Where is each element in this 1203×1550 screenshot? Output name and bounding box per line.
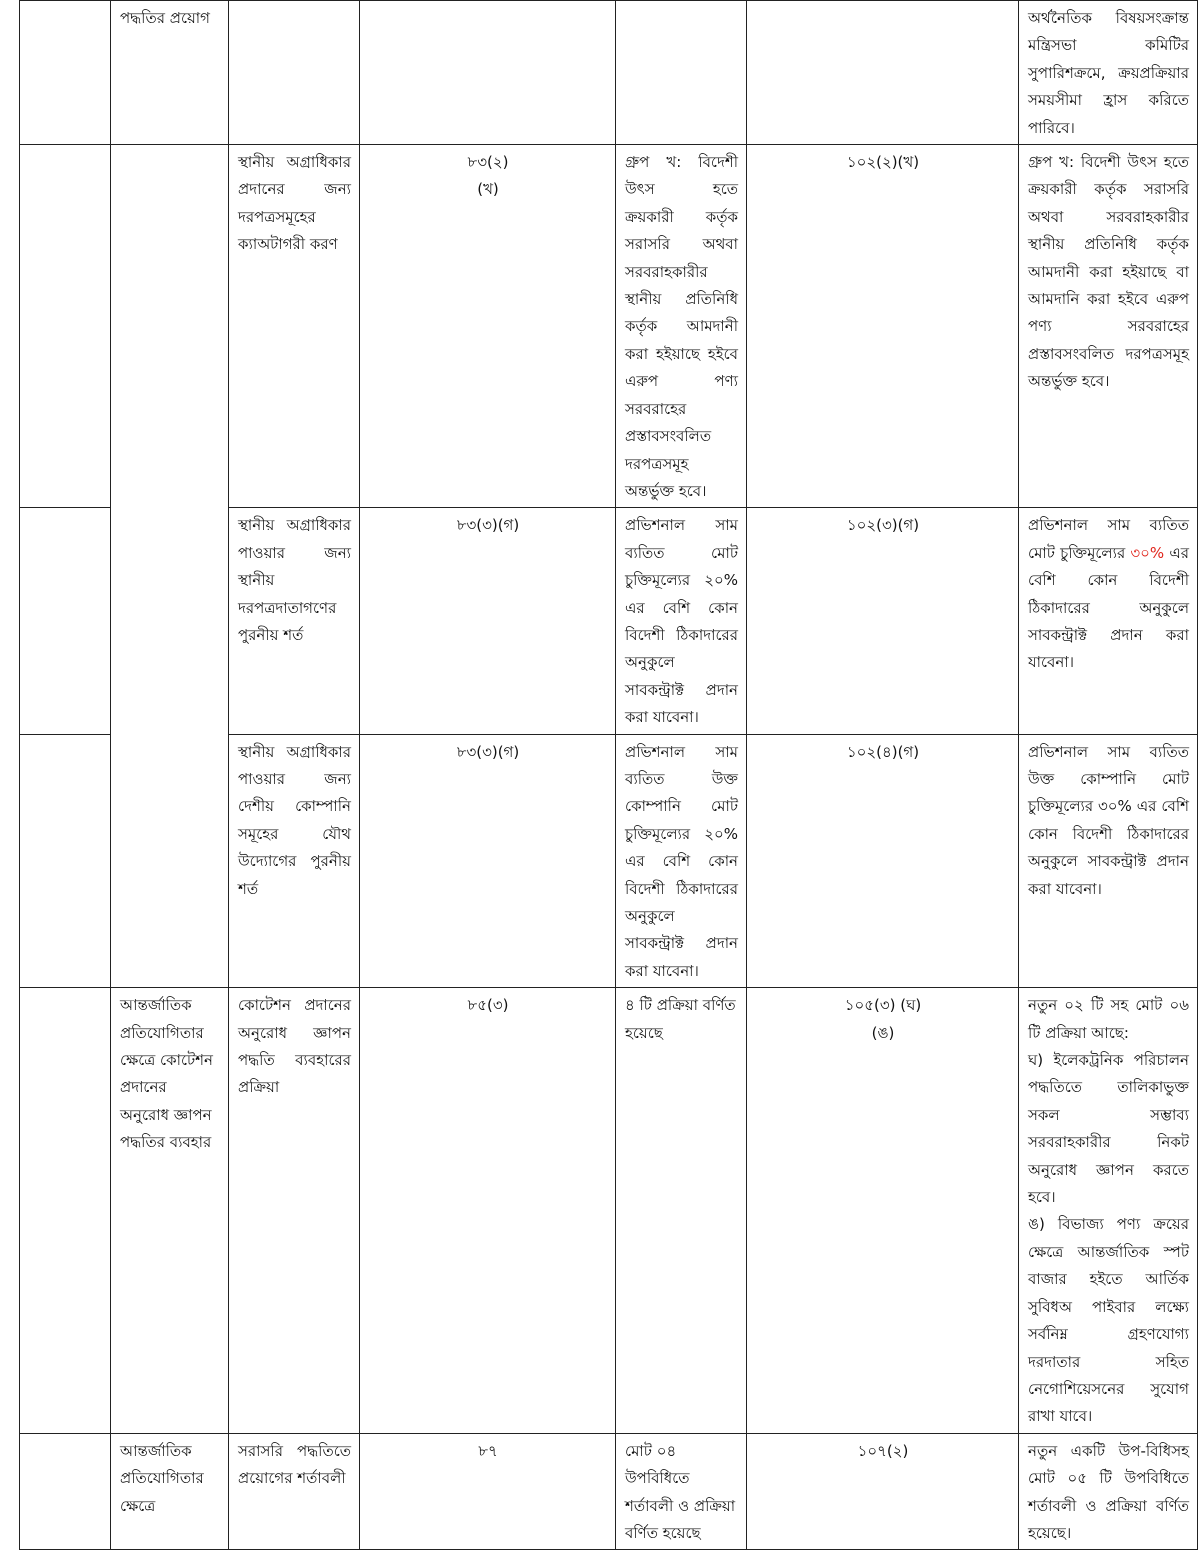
new-text-cell: নতুন একটি উপ-বিধিসহ মোট ০৫ টি উপবিধিতে শর্তাবলী ও প্রক্রিয়া বর্ণিত হয়েছে। (1019, 1433, 1198, 1550)
new-text-cell: প্রভিশনাল সাম ব্যতিত উক্ত কোম্পানি মোট চুক্তিমূল্যের ৩০% এর বেশি কোন বিদেশী ঠিকাদারের অনুকুলে সাবকন্ট্রাক্ট প্রদান করা যাবেনা। (1019, 734, 1198, 988)
blank-cell (20, 1433, 111, 1550)
new-text-intro: নতুন ০২ টি সহ মোট ০৬ টি প্রক্রিয়া আছে: (1028, 996, 1189, 1042)
new-rule-cell: ১০৭(২) (747, 1433, 1019, 1550)
table-row (20, 1, 1198, 145)
highlighted-percentage: ৩০% (1130, 543, 1165, 562)
new-text-cell (1019, 988, 1198, 1434)
old-text-cell: গ্রুপ খ: বিদেশী উৎস হতে ক্রয়কারী কর্তৃক সরাসরি অথবা সরবরাহকারীর স্থানীয় প্রতিনিধি কর্তৃক আমদানী করা হইয়াছে হইবে এরুপ পণ্য সরবরাহের প্রস্তাবসংবলিত দরপত্রসমূহ অন্তর্ভুক্ত হবে। (616, 145, 747, 508)
new-text-part: প্রভিশনাল সাম ব্যতিত মোট চুক্তিমূল্যের (1028, 516, 1189, 562)
blank-cell (20, 145, 111, 508)
topic-cell: স্থানীয় অগ্রাধিকার প্রদানের জন্য দরপত্রসমূহের ক্যাঅটাগরী করণ (229, 145, 360, 508)
blank-cell (20, 988, 111, 1434)
new-text-part: এর বেশি কোন বিদেশী ঠিকাদারের অনুকুলে সাবকন্ট্রাক্ট প্রদান করা যাবেনা। (1028, 543, 1189, 672)
topic-cell: কোটেশন প্রদানের অনুরোধ জ্ঞাপন পদ্ধতি ব্যবহারের প্রক্রিয়া (229, 988, 360, 1434)
new-rule-cell: ১০৫(৩) (ঘ) (ঙ) (747, 988, 1019, 1434)
old-text-cell: ৪ টি প্রক্রিয়া বর্ণিত হয়েছে (616, 988, 747, 1434)
topic-cell (229, 1, 360, 145)
blank-cell (20, 734, 111, 988)
new-text-item-umo: ঙ) বিভাজ্য পণ্য ক্রয়ের ক্ষেত্রে আন্তর্জাতিক স্পট বাজার হইতে আর্তিক সুবিধঅ পাইবার লক্ষ্যে সর্বনিম্ন গ্রহণযোগ্য দরদাতার সহিত নেগোশিয়েসনের সুযোগ রাখা যাবে। (1028, 1215, 1189, 1426)
new-rule-cell: ১০২(২)(খ) (747, 145, 1019, 508)
table-row (20, 988, 1198, 1434)
new-text-cell: গ্রুপ খ: বিদেশী উৎস হতে ক্রয়কারী কর্তৃক সরাসরি অথবা সরবরাহকারীর স্থানীয় প্রতিনিধি কর্তৃক আমদানী করা হইয়াছে বা আমদানি করা হইবে এরুপ পণ্য সরবরাহের প্রস্তাবসংবলিত দরপত্রসমূহ অন্তর্ভুক্ত হবে। (1019, 145, 1198, 508)
comparison-table (19, 0, 1198, 1550)
old-rule-cell: ৮৫(৩) (360, 988, 616, 1434)
table-row (20, 1433, 1198, 1550)
topic-cell: সরাসরি পদ্ধতিতে প্রয়োগের শর্তাবলী (229, 1433, 360, 1550)
subject-cell: আন্তর্জাতিক প্রতিযোগিতার ক্ষেত্রে কোটেশন প্রদানের অনুরোধ জ্ঞাপন পদ্ধতির ব্যবহার (111, 988, 229, 1434)
subject-cell: আন্তর্জাতিক প্রতিযোগিতার ক্ষেত্রে (111, 1433, 229, 1550)
blank-cell (20, 1, 111, 145)
old-text-cell (616, 1, 747, 145)
old-text-cell: প্রভিশনাল সাম ব্যতিত মোট চুক্তিমূল্যের ২০% এর বেশি কোন বিদেশী ঠিকাদারের অনুকুলে সাবকন্ট্রাক্ট প্রদান করা যাবেনা। (616, 508, 747, 734)
subject-cell (111, 145, 229, 988)
new-rule-cell (747, 1, 1019, 145)
new-text-item-gha: ঘ) ইলেকট্রনিক পরিচালন পদ্ধতিতে তালিকাভুক্ত সকল সম্ভাব্য সরবরাহকারীর নিকট অনুরোধ জ্ঞাপন করতে হবে। (1028, 1051, 1189, 1207)
old-rule-cell: ৮৩(৩)(গ) (360, 734, 616, 988)
old-rule-cell: ৮৩(৩)(গ) (360, 508, 616, 734)
old-rule-cell: ৮৩(২) (খ) (360, 145, 616, 508)
new-rule-cell: ১০২(৩)(গ) (747, 508, 1019, 734)
subject-cell: পদ্ধতির প্রয়োগ (111, 1, 229, 145)
new-text-cell: অর্থনৈতিক বিষয়সংক্রান্ত মন্ত্রিসভা কমিটির সুপারিশক্রমে, ক্রয়প্রক্রিয়ার সময়সীমা হ্রাস করিতে পারিবে। (1019, 1, 1198, 145)
new-text-cell (1019, 508, 1198, 734)
old-text-cell: মোট ০৪ উপবিধিতে শর্তাবলী ও প্রক্রিয়া বর্ণিত হয়েছে (616, 1433, 747, 1550)
topic-cell: স্থানীয় অগ্রাধিকার পাওয়ার জন্য স্থানীয় দরপত্রদাতাগণের পুরনীয় শর্ত (229, 508, 360, 734)
topic-cell: স্থানীয় অগ্রাধিকার পাওয়ার জন্য দেশীয় কোম্পানি সমূহের যৌথ উদ্যোগের পুরনীয় শর্ত (229, 734, 360, 988)
table-row (20, 145, 1198, 508)
old-rule-cell: ৮৭ (360, 1433, 616, 1550)
old-text-cell: প্রভিশনাল সাম ব্যতিত উক্ত কোম্পানি মোট চুক্তিমূল্যের ২০% এর বেশি কোন বিদেশী ঠিকাদারের অনুকুলে সাবকন্ট্রাক্ট প্রদান করা যাবেনা। (616, 734, 747, 988)
old-rule-cell (360, 1, 616, 145)
new-rule-cell: ১০২(৪)(গ) (747, 734, 1019, 988)
blank-cell (20, 508, 111, 734)
